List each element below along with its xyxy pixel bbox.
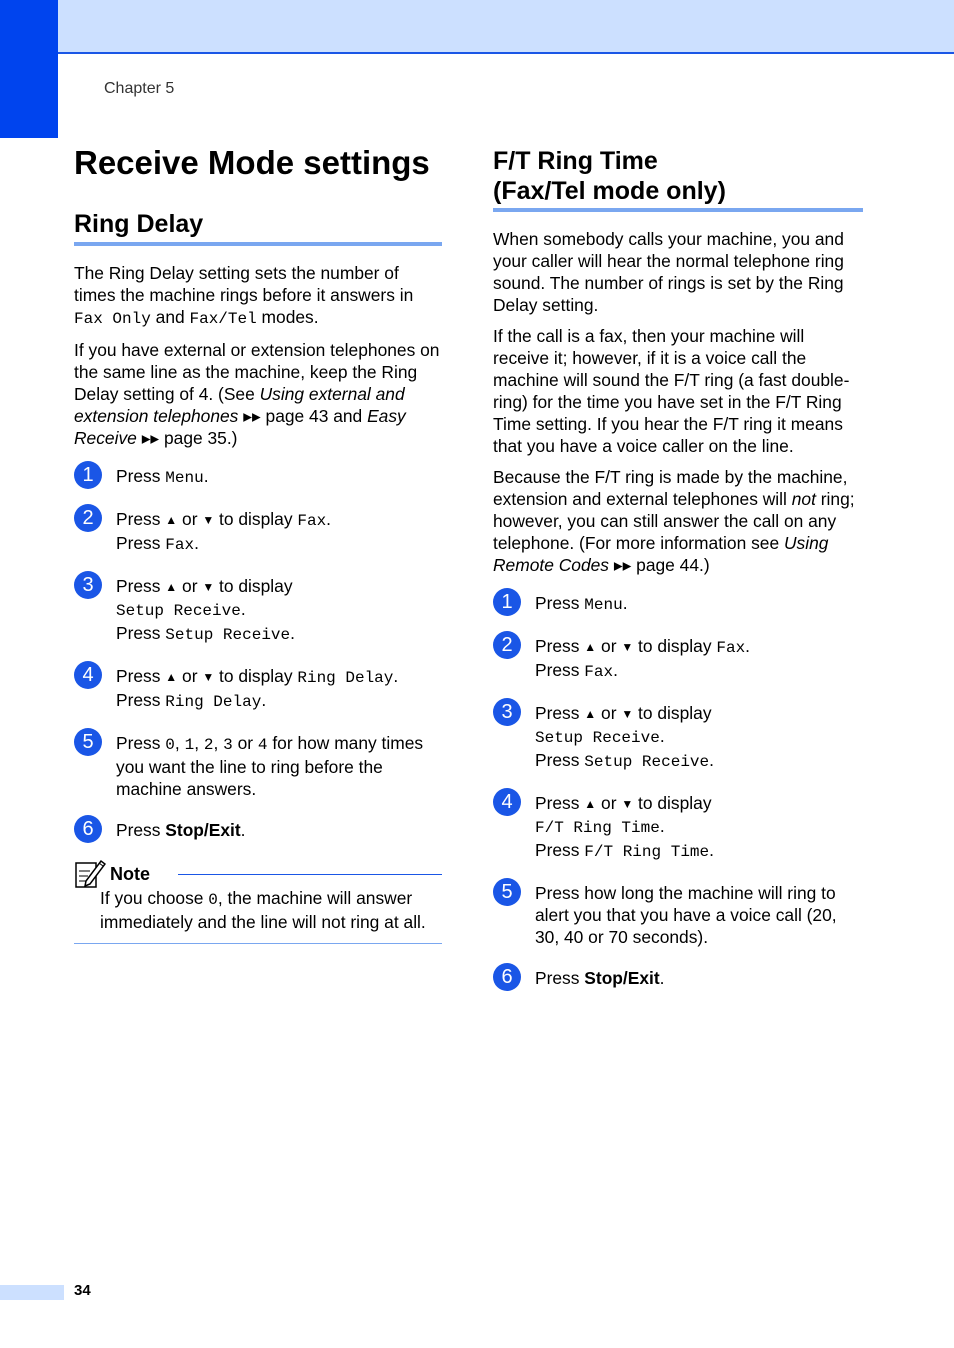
lcd-text: Ring Delay xyxy=(297,669,394,687)
chapter-tab xyxy=(0,0,58,138)
down-arrow-icon: ▼ xyxy=(202,513,215,527)
text: Press xyxy=(116,533,166,553)
step-4 xyxy=(74,665,442,713)
lcd-text: Menu xyxy=(165,469,204,487)
lcd-text: F/T Ring Time xyxy=(584,843,710,861)
text: Press xyxy=(535,840,585,860)
text: to display xyxy=(214,666,298,686)
text: ring; however, you can still answer the call on any telephone. (For more information see xyxy=(493,489,855,553)
down-arrow-icon: ▼ xyxy=(621,640,634,654)
step-number-badge: 4 xyxy=(74,661,102,689)
steps-list xyxy=(74,465,442,841)
text: Press xyxy=(116,466,166,486)
text: or xyxy=(177,666,203,686)
text: . xyxy=(622,593,628,613)
text: Press xyxy=(116,576,166,596)
text: Press xyxy=(535,593,585,613)
text: or xyxy=(177,509,203,529)
paragraph: When somebody calls your machine, you and your caller will hear the normal telephone ring sound. The number of rings is set by the Ring Delay setting. xyxy=(493,229,844,315)
note-divider xyxy=(178,874,442,875)
lcd-text: Setup Receive xyxy=(116,602,241,620)
text: . xyxy=(194,533,199,553)
text: . xyxy=(261,690,267,710)
text: modes. xyxy=(256,307,319,327)
text: or xyxy=(177,576,203,596)
chapter-label: Chapter 5 xyxy=(104,80,175,97)
page-title: Receive Mode settings xyxy=(74,144,430,181)
text: Press xyxy=(116,820,166,840)
up-arrow-icon: ▲ xyxy=(165,513,178,527)
text: Press xyxy=(116,666,166,686)
text: The Ring Delay setting sets the number of times the machine rings before it answers in xyxy=(74,263,414,305)
text: , the machine will answer immediately and the line will not ring at all. xyxy=(100,888,426,932)
text: . xyxy=(240,599,246,619)
down-arrow-icon: ▼ xyxy=(621,797,634,811)
step-6 xyxy=(493,967,863,989)
text: Press xyxy=(535,660,585,680)
text: or xyxy=(596,703,622,723)
step-number-badge: 5 xyxy=(74,728,102,756)
text: , xyxy=(194,733,204,753)
header-band xyxy=(0,0,954,54)
text: Press xyxy=(535,636,585,656)
step-number-badge: 5 xyxy=(493,878,521,906)
section-rule xyxy=(74,242,442,246)
cross-reference: Using external and extension telephones xyxy=(74,384,405,426)
up-arrow-icon: ▲ xyxy=(165,670,178,684)
step-5 xyxy=(74,732,442,800)
lcd-text: Fax xyxy=(297,512,327,530)
step-number-badge: 4 xyxy=(493,788,521,816)
down-arrow-icon: ▼ xyxy=(202,670,215,684)
note-text xyxy=(74,887,442,933)
lcd-text: Ring Delay xyxy=(165,693,262,711)
text: to display xyxy=(633,636,717,656)
step-5 xyxy=(493,882,863,948)
double-arrow-icon: ▸▸ xyxy=(141,428,160,448)
text: If you have external or extension telephones on the same line as the machine, keep the Ring Delay setting of 4. (See xyxy=(74,340,440,404)
paragraph: If the call is a fax, then your machine will receive it; however, if it is a voice call the machine will sound the F/T ring (a fast double-ring) for the time you have set in the F/T Ring Time setting. If you hear the F/T ring it means that you have a voice caller on the line. xyxy=(493,326,850,456)
double-arrow-icon: ▸▸ xyxy=(243,406,261,426)
text: . xyxy=(659,968,665,988)
text: Press xyxy=(535,968,585,988)
text: Press xyxy=(535,793,585,813)
text: Press xyxy=(535,703,585,723)
text: . xyxy=(659,816,665,836)
text: Press xyxy=(535,750,585,770)
text: page 35.) xyxy=(159,428,238,448)
step-number-badge: 6 xyxy=(74,815,102,843)
paragraph xyxy=(493,466,863,576)
step-1 xyxy=(493,592,863,616)
up-arrow-icon: ▲ xyxy=(165,580,178,594)
page-number: 34 xyxy=(74,1282,91,1299)
note-label: Note xyxy=(110,864,150,884)
note-box xyxy=(74,863,442,944)
lcd-text: F/T Ring Time xyxy=(535,819,660,837)
section-rule xyxy=(493,208,863,212)
text: Press xyxy=(116,733,166,753)
left-column xyxy=(74,209,442,944)
text: . xyxy=(290,623,295,643)
key-name: Stop/Exit xyxy=(584,968,660,988)
lcd-text: Fax Only xyxy=(74,310,151,328)
text: to display xyxy=(214,576,293,596)
text: page 44.) xyxy=(631,555,710,575)
lcd-text: Setup Receive xyxy=(535,729,660,747)
text: or xyxy=(596,793,622,813)
key-text: 1 xyxy=(184,736,195,754)
up-arrow-icon: ▲ xyxy=(584,640,597,654)
lcd-text: Fax xyxy=(716,639,746,657)
down-arrow-icon: ▼ xyxy=(621,707,634,721)
paragraph xyxy=(74,262,442,330)
text: Press how long the machine will ring to alert you that you have a voice call (20, 30, 40 or 70 seconds). xyxy=(535,883,837,947)
step-4 xyxy=(493,792,863,863)
step-6 xyxy=(74,819,442,841)
lcd-text: Fax/Tel xyxy=(189,310,257,328)
lcd-text: Fax xyxy=(584,663,614,681)
lcd-text: Menu xyxy=(584,596,623,614)
section-title-ft-ring-time xyxy=(493,146,863,206)
step-3 xyxy=(493,702,863,773)
text: . xyxy=(240,820,246,840)
step-2 xyxy=(493,635,863,683)
title-line: (Fax/Tel mode only) xyxy=(493,177,726,205)
text: to display xyxy=(633,793,712,813)
key-text: 0 xyxy=(208,891,218,909)
note-pencil-icon xyxy=(74,857,106,889)
text: or xyxy=(232,733,258,753)
step-number-badge: 2 xyxy=(493,631,521,659)
title-line: F/T Ring Time xyxy=(493,147,658,175)
step-number-badge: 3 xyxy=(493,698,521,726)
text: . xyxy=(709,750,714,770)
text: If you choose xyxy=(100,888,209,908)
text: and xyxy=(150,307,190,327)
lcd-text: Setup Receive xyxy=(584,753,710,771)
step-number-badge: 6 xyxy=(493,963,521,991)
text: . xyxy=(393,666,399,686)
cross-reference: Using Remote Codes xyxy=(493,533,829,575)
text: Because the F/T ring is made by the machine, extension and external telephones will xyxy=(493,467,848,509)
up-arrow-icon: ▲ xyxy=(584,797,597,811)
lcd-text: Fax xyxy=(165,536,195,554)
double-arrow-icon: ▸▸ xyxy=(613,555,632,575)
text: Press xyxy=(116,690,166,710)
text: . xyxy=(709,840,714,860)
text: , xyxy=(213,733,224,753)
key-text: 4 xyxy=(257,736,268,754)
text: , xyxy=(174,733,185,753)
note-header xyxy=(74,863,442,893)
cross-reference: Easy Receive xyxy=(74,406,406,448)
up-arrow-icon: ▲ xyxy=(584,707,597,721)
text: page 43 and xyxy=(260,406,368,426)
step-1 xyxy=(74,465,442,489)
step-number-badge: 2 xyxy=(74,504,102,532)
text: . xyxy=(326,509,332,529)
text: to display xyxy=(214,509,298,529)
text: . xyxy=(613,660,618,680)
paragraph xyxy=(74,339,442,449)
key-text: 3 xyxy=(223,736,233,754)
text: . xyxy=(745,636,751,656)
text: . xyxy=(203,466,209,486)
text: to display xyxy=(633,703,712,723)
steps-list xyxy=(493,592,863,989)
key-text: 2 xyxy=(203,736,214,754)
step-number-badge: 3 xyxy=(74,571,102,599)
step-2 xyxy=(74,508,442,556)
text: Press xyxy=(116,623,166,643)
text: . xyxy=(659,726,665,746)
right-column xyxy=(493,146,863,1008)
lcd-text: Setup Receive xyxy=(165,626,291,644)
text: for how many times you want the line to ring before the machine answers. xyxy=(116,733,424,799)
section-title-ring-delay: Ring Delay xyxy=(74,210,204,238)
key-text: 0 xyxy=(165,736,175,754)
emphasis: not xyxy=(791,489,816,509)
text: or xyxy=(596,636,622,656)
down-arrow-icon: ▼ xyxy=(202,580,215,594)
text: Press xyxy=(116,509,166,529)
step-number-badge: 1 xyxy=(493,588,521,616)
step-number-badge: 1 xyxy=(74,461,102,489)
step-3 xyxy=(74,575,442,646)
footer-tab xyxy=(0,1285,64,1300)
key-name: Stop/Exit xyxy=(165,820,241,840)
